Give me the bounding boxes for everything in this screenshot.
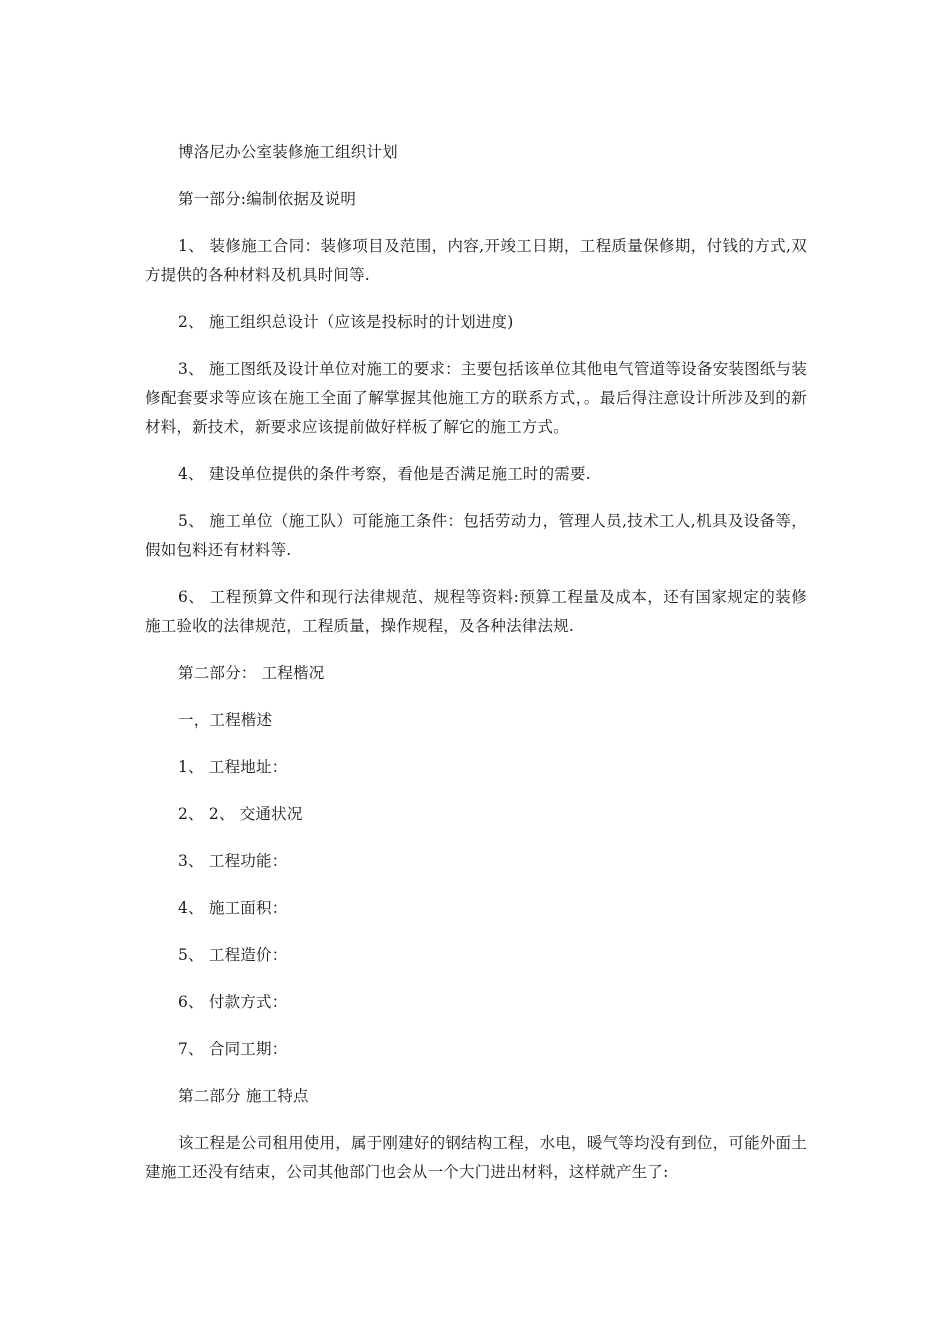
part1-item-5: 5、 施工单位（施工队）可能施工条件：包括劳动力，管理人员,技术工人,机具及设备等，假如包料还有材料等. — [145, 512, 807, 559]
part1-heading: 第一部分:编制依据及说明 — [178, 190, 357, 208]
part3-heading: 第二部分 施工特点 — [178, 1087, 309, 1105]
document-page — [145, 138, 807, 1187]
part1-item-6: 6、 工程预算文件和现行法律规范、规程等资料:预算工程量及成本，还有国家规定的装修施工验收的法律规范，工程质量，操作规程，及各种法律法规. — [145, 588, 807, 635]
part1-item-2: 2、 施工组织总设计（应该是投标时的计划进度) — [178, 313, 514, 331]
document-title: 博洛尼办公室装修施工组织计划 — [178, 143, 398, 161]
part1-item-1: 1、 装修施工合同：装修项目及范围，内容,开竣工日期，工程质量保修期，付钱的方式,双方提供的各种材料及机具时间等. — [145, 237, 807, 284]
part2-heading: 第二部分： 工程楷况 — [178, 664, 325, 682]
overview-item-7: 7、 合同工期： — [178, 1040, 288, 1058]
overview-heading: 一，工程楷述 — [178, 711, 273, 729]
overview-item-3: 3、 工程功能： — [178, 852, 288, 870]
overview-item-2: 2、 2、 交通状况 — [178, 805, 303, 823]
overview-item-1: 1、 工程地址： — [178, 758, 288, 776]
overview-item-6: 6、 付款方式： — [178, 993, 288, 1011]
overview-item-5: 5、 工程造价： — [178, 946, 288, 964]
overview-item-4: 4、 施工面积： — [178, 899, 288, 917]
part1-item-4: 4、 建设单位提供的条件考察，看他是否满足施工时的需要. — [178, 465, 591, 483]
part1-item-3: 3、 施工图纸及设计单位对施工的要求：主要包括该单位其他电气管道等设备安装图纸与装修配套要求等应该在施工全面了解掌握其他施工方的联系方式，。最后得注意设计所涉及到的新材料，新技术，新要求应该提前做好样板了解它的施工方式。 — [145, 360, 807, 436]
closing-paragraph: 该工程是公司租用使用，属于刚建好的钢结构工程，水电，暖气等均没有到位，可能外面土建施工还没有结束，公司其他部门也会从一个大门进出材料，这样就产生了: — [145, 1134, 807, 1181]
